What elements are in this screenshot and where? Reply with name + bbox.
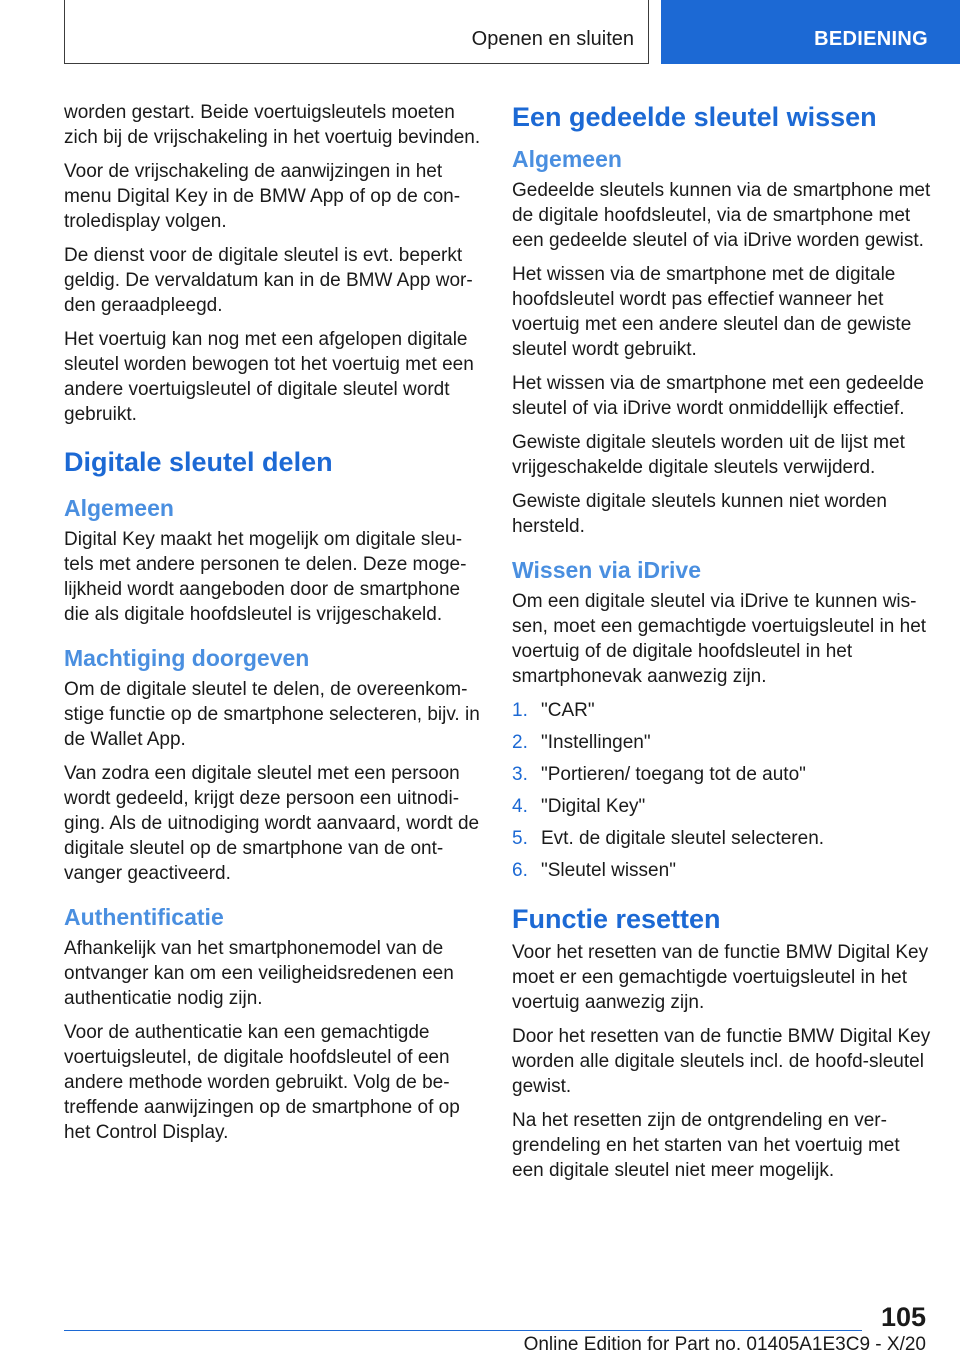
subheading-delete-via-idrive: Wissen via iDrive bbox=[512, 557, 701, 583]
footer-divider bbox=[64, 1330, 862, 1331]
authentication-paragraph-1: Afhankelijk van het smartphonemodel van de ontvanger kan om een veiligheidsredenen een authenticatie nodig zijn. bbox=[64, 938, 454, 1009]
step-number: 5. bbox=[512, 828, 528, 849]
page-number: 105 bbox=[880, 1302, 926, 1332]
heading-reset-function: Functie resetten bbox=[512, 904, 721, 934]
page-header bbox=[0, 0, 960, 66]
list-item bbox=[512, 730, 932, 762]
header-chapter-tab bbox=[661, 0, 960, 64]
authorization-paragraph-1: Om de digitale sleutel te delen, de overeenkom-stige functie op de smartphone selecteren, bijv. in de Wallet App. bbox=[64, 679, 480, 750]
list-item bbox=[512, 794, 932, 826]
left-column bbox=[64, 100, 484, 1154]
reset-paragraph-3: Na het resetten zijn de ontgrendeling en ver-grendeling en het starten van het voertuig met een digitale sleutel niet meer mogelijk. bbox=[512, 1110, 900, 1181]
idrive-steps-list bbox=[512, 698, 932, 890]
intro-paragraph-3: De dienst voor de digitale sleutel is evt. beperkt geldig. De vervaldatum kan in de BMW App wor-den geraadpleegd. bbox=[64, 245, 473, 316]
authorization-paragraph-2: Van zodra een digitale sleutel met een persoon wordt gedeeld, krijgt deze persoon een uitnodi-ging. Als de uitnodiging wordt aanvaard, wordt de digitale sleutel op de smartphone van de ont-vanger geactiveerd. bbox=[64, 763, 480, 884]
subheading-share-general: Algemeen bbox=[64, 495, 174, 521]
step-number: 3. bbox=[512, 764, 528, 785]
reset-paragraph-2: Door het resetten van de functie BMW Digital Key worden alle digitale sleutels incl. de hoofd-sleutel gewist. bbox=[512, 1026, 931, 1097]
heading-share-digital-key: Digitale sleutel delen bbox=[64, 447, 333, 477]
footer-edition-text: Online Edition for Part no. 01405A1E3C9 - X/20 bbox=[523, 1334, 926, 1355]
header-section-tab bbox=[64, 0, 649, 64]
list-item bbox=[512, 826, 932, 858]
step-text: "Portieren/ toegang tot de auto" bbox=[541, 764, 806, 785]
step-text: "Digital Key" bbox=[541, 796, 646, 817]
list-item bbox=[512, 698, 932, 730]
list-item bbox=[512, 858, 932, 890]
delete-general-paragraph-2: Het wissen via de smartphone met de digitale hoofdsleutel wordt pas effectief wanneer het voertuig met een andere sleutel dan de gewiste sleutel wordt gebruikt. bbox=[512, 264, 912, 360]
subheading-authentication: Authentificatie bbox=[64, 904, 224, 930]
step-text: "Instellingen" bbox=[541, 732, 651, 753]
heading-delete-shared-key: Een gedeelde sleutel wissen bbox=[512, 102, 877, 132]
list-item bbox=[512, 762, 932, 794]
subheading-authorization: Machtiging doorgeven bbox=[64, 645, 310, 671]
intro-paragraph-1: worden gestart. Beide voertuigsleutels moeten zich bij de vrijschakeling in het voertuig bevinden. bbox=[64, 102, 481, 148]
header-section-title: Openen en sluiten bbox=[471, 28, 634, 50]
step-number: 2. bbox=[512, 732, 528, 753]
idrive-paragraph: Om een digitale sleutel via iDrive te kunnen wis-sen, moet een gemachtigde voertuigsleutel in het voertuig of de digitale hoofdsleutel in het smartphonevak aanwezig zijn. bbox=[512, 591, 927, 687]
delete-general-paragraph-5: Gewiste digitale sleutels kunnen niet worden hersteld. bbox=[512, 491, 887, 537]
share-general-paragraph: Digital Key maakt het mogelijk om digitale sleu-tels met andere personen te delen. Deze moge-lijkheid wordt aangeboden door de smartphone die als digitale hoofdsleutel is vrijgeschakeld. bbox=[64, 529, 467, 625]
step-number: 1. bbox=[512, 700, 528, 721]
reset-paragraph-1: Voor het resetten van de functie BMW Digital Key moet er een gemachtigde voertuigsleutel in het voertuig aanwezig zijn. bbox=[512, 942, 929, 1013]
step-text: Evt. de digitale sleutel selecteren. bbox=[541, 828, 825, 849]
step-text: "Sleutel wissen" bbox=[541, 860, 676, 881]
right-column bbox=[512, 100, 932, 1192]
header-chapter-title: BEDIENING bbox=[814, 28, 928, 50]
delete-general-paragraph-1: Gedeelde sleutels kunnen via de smartphone met de digitale hoofdsleutel, via de smartphone met een gedeelde sleutel of via iDrive worden gewist. bbox=[512, 180, 931, 251]
delete-general-paragraph-3: Het wissen via de smartphone met een gedeelde sleutel of via iDrive wordt onmiddellijk effectief. bbox=[512, 373, 924, 419]
authentication-paragraph-2: Voor de authenticatie kan een gemachtigde voertuigsleutel, de digitale hoofdsleutel of een andere methode worden gebruikt. Volg de be-treffende aanwijzingen op de smartphone of op het Control Display. bbox=[64, 1022, 460, 1143]
intro-paragraph-4: Het voertuig kan nog met een afgelopen digitale sleutel worden bewogen tot het voertuig met een andere voertuigsleutel of digitale sleutel wordt gebruikt. bbox=[64, 329, 474, 425]
delete-general-paragraph-4: Gewiste digitale sleutels worden uit de lijst met vrijgeschakelde digitale sleutels verwijderd. bbox=[512, 432, 905, 478]
intro-paragraph-2: Voor de vrijschakeling de aanwijzingen in het menu Digital Key in de BMW App of op de con-troledisplay volgen. bbox=[64, 161, 461, 232]
subheading-delete-general: Algemeen bbox=[512, 146, 622, 172]
step-number: 4. bbox=[512, 796, 528, 817]
step-number: 6. bbox=[512, 860, 528, 881]
step-text: "CAR" bbox=[541, 700, 595, 721]
